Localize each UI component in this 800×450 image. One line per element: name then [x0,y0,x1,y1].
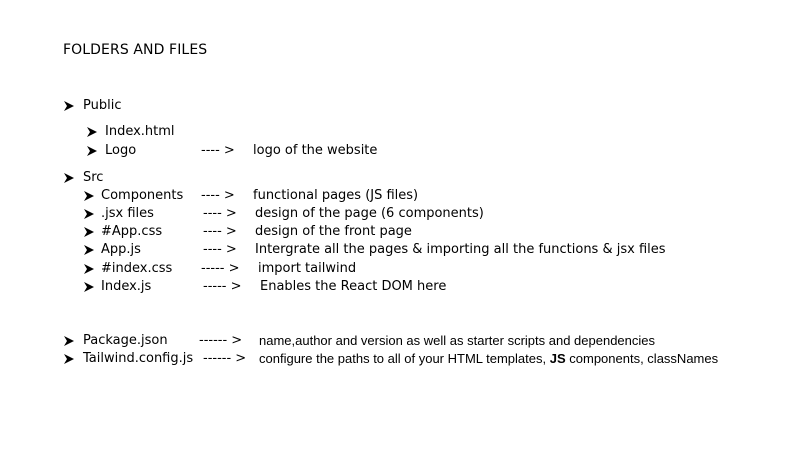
arrow-text: ----- > [203,279,242,294]
arrowhead-bullet-icon [83,244,95,256]
arrow-text: ---- > [203,206,237,221]
description-bold-text: JS [549,351,566,366]
file-description: name,author and version as well as starter scripts and dependencies [259,333,655,348]
file-label: .jsx files [101,206,154,221]
arrow-text: ---- > [203,242,237,257]
arrow-text: ---- > [203,224,237,239]
file-description: design of the page (6 components) [255,206,484,221]
file-label: #App.css [101,224,163,239]
file-description: design of the front page [255,224,412,239]
arrowhead-bullet-icon [63,335,75,347]
file-label: Logo [105,143,137,158]
arrowhead-bullet-icon [83,208,95,220]
file-label: Tailwind.config.js [83,351,194,366]
file-label: #index.css [101,261,173,276]
file-description: logo of the website [253,143,378,158]
arrow-text: ---- > [201,188,235,203]
folder-label: Public [83,98,122,113]
arrow-text: ----- > [201,261,240,276]
arrowhead-bullet-icon [83,263,95,275]
arrow-text: ------ > [203,351,247,366]
arrowhead-bullet-icon [83,281,95,293]
file-description: functional pages (JS files) [253,188,419,203]
folder-label: Src [83,170,104,185]
file-description [259,351,718,367]
arrowhead-bullet-icon [86,126,98,138]
file-label: Index.js [101,279,152,294]
file-label: Index.html [105,124,175,139]
arrowhead-bullet-icon [83,226,95,238]
file-description: import tailwind [258,261,357,276]
arrow-text: ---- > [201,143,235,158]
arrowhead-bullet-icon [63,353,75,365]
arrowhead-bullet-icon [63,100,75,112]
page-title: FOLDERS AND FILES [63,42,208,58]
arrow-text: ------ > [199,333,243,348]
arrowhead-bullet-icon [63,172,75,184]
file-label: Package.json [83,333,168,348]
description-text: components, classNames [569,351,719,366]
file-description: Enables the React DOM here [260,279,447,294]
file-label: Components [101,188,184,203]
file-description: Intergrate all the pages & importing all the functions & jsx files [255,242,666,257]
arrowhead-bullet-icon [83,190,95,202]
arrowhead-bullet-icon [86,145,98,157]
description-text: configure the paths to all of your HTML templates, [259,351,547,366]
file-label: App.js [101,242,141,257]
